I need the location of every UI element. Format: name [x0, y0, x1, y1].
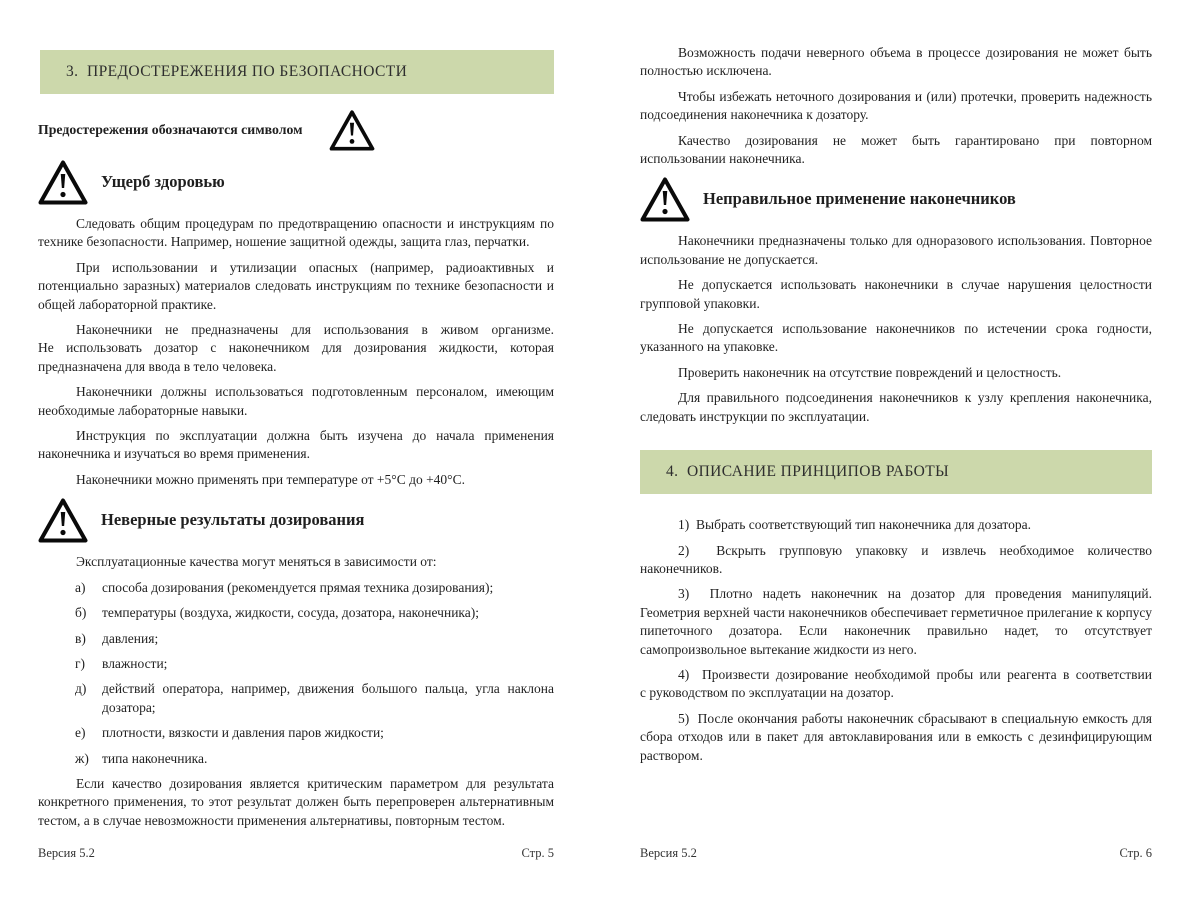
warning-heading [38, 159, 554, 205]
paragraph: Эксплуатационные качества могут меняться в зависимости от: [76, 554, 437, 570]
paragraph: Чтобы избежать неточного дозирования и (или) протечки, проверить надежность подсоединения наконечника к дозатору. [640, 88, 1152, 123]
list-item-text: способа дозирования (рекомендуется прямая техника дозирования); [102, 579, 494, 595]
paragraph: Инструкция по эксплуатации должна быть изучена до начала применения наконечника и изучаться во время применения. [38, 428, 554, 462]
warning-heading-label: Ущерб здоровью [101, 172, 225, 191]
warning-triangle-icon [38, 497, 88, 543]
paragraph: Не допускается использовать наконечники в случае нарушения целостности групповой упаковки. [640, 277, 1152, 311]
numbered-item: 1) Выбрать соответствующий тип наконечника для дозатора. [678, 517, 1031, 533]
numbered-item: 5) После окончания работы наконечник сбрасывают в специальную емкость для сбора отходов или в пакет для автоклавирования или в емкость с дезинфицирующим раствором. [640, 710, 1152, 763]
paragraph: Наконечники можно применять при температуре от +5°С до +40°С. [76, 471, 465, 487]
paragraph: Следовать общим процедурам по предотвращению опасности и инструкциям по технике безопасности. Например, ношение защитной одежды, защита глаз, перчатки. [38, 216, 554, 250]
symbol-note-label: Предостережения обозначаются символом [38, 122, 303, 137]
list-item [38, 630, 554, 648]
warning-triangle-icon [640, 176, 690, 222]
page-number-label: Стр. 5 [521, 846, 554, 860]
list-item [38, 724, 554, 742]
warning-heading-label: Неверные результаты дозирования [101, 510, 365, 530]
version-label: Версия 5.2 [38, 846, 95, 860]
list-marker: ж) [75, 750, 89, 766]
list-item-text: влажности; [102, 655, 168, 671]
warning-heading-label: Неправильное применение наконечников [703, 189, 1016, 209]
paragraph: Для правильного подсоединения наконечников к узлу крепления наконечника, следовать инструкции по эксплуатации. [640, 390, 1152, 424]
list-item [38, 750, 554, 768]
section-header: 4. ОПИСАНИЕ ПРИНЦИПОВ РАБОТЫ [640, 450, 1152, 494]
warning-triangle-icon [329, 109, 375, 151]
warning-heading [38, 497, 554, 543]
list-marker: д) [75, 681, 87, 697]
paragraph: При использовании и утилизации опасных (например, радиоактивных и потенциально заразных) материалов следовать инструкциям по технике безопасности и общей лабораторной практике. [38, 259, 554, 312]
list-item-text: температуры (воздуха, жидкости, сосуда, дозатора, наконечника); [102, 605, 480, 621]
paragraph: Наконечники предназначены только для одноразового использования. Повторное использование не допускается. [640, 233, 1152, 267]
paragraph: Наконечники должны использоваться подготовленным персоналом, имеющим необходимые лабораторные навыки. [38, 384, 554, 418]
page-body [640, 44, 1152, 765]
list-marker: г) [75, 655, 86, 671]
list-marker: б) [75, 605, 87, 621]
list-marker: е) [75, 725, 86, 741]
version-label: Версия 5.2 [640, 846, 697, 860]
paragraph: Проверить наконечник на отсутствие повреждений и целостность. [678, 364, 1062, 380]
page-right [640, 0, 1152, 900]
paragraph: Не допускается использование наконечников по истечении срока годности, указанного на упаковке. [640, 321, 1152, 355]
list-item-text: типа наконечника. [102, 750, 208, 766]
numbered-item: 3) Плотно надеть наконечник на дозатор для проведения манипуляций. Геометрия верхней части наконечников обеспечивает герметичное прилегание к корпусу пипеточного дозатора. Если наконечник правильно надет, то отсутствует самопроизвольное вытекание жидкости из него. [640, 586, 1152, 657]
symbol-note [38, 109, 554, 151]
list-item [38, 604, 554, 622]
list-item [38, 579, 554, 597]
list-item [38, 655, 554, 673]
page-number-label: Стр. 6 [1119, 846, 1152, 860]
paragraph: Если качество дозирования является критическим параметром для результата конкретного применения, то этот результат должен быть перепроверен альтернативным тестом, а в случае невозможности применения альтернативы, повторным тестом. [38, 775, 554, 828]
page-footer [38, 846, 554, 861]
list-item-text: давления; [102, 630, 159, 646]
list-item-text: плотности, вязкости и давления паров жидкости; [102, 725, 384, 741]
list-marker: в) [75, 630, 86, 646]
letter-list [38, 579, 554, 768]
page-left [38, 0, 554, 900]
numbered-item: 2) Вскрыть групповую упаковку и извлечь необходимое количество наконечников. [640, 542, 1152, 576]
page-body [38, 50, 554, 830]
section-header: 3. ПРЕДОСТЕРЕЖЕНИЯ ПО БЕЗОПАСНОСТИ [40, 50, 554, 94]
paragraph: Качество дозирования не может быть гарантировано при повторном использовании наконечника. [640, 132, 1152, 167]
warning-heading [640, 176, 1152, 222]
list-item-text: действий оператора, например, движения большого пальца, угла наклона дозатора; [102, 681, 554, 715]
paragraph: Наконечники не предназначены для использования в живом организме. Не использовать дозатор с наконечником для дозирования жидкости, которая предназначена для ввода в тело человека. [38, 322, 554, 374]
warning-triangle-icon [38, 159, 88, 205]
list-item [38, 680, 554, 717]
page-footer [640, 846, 1152, 861]
numbered-item: 4) Произвести дозирование необходимой пробы или реагента в соответствии с руководством по эксплуатации на дозатор. [640, 666, 1152, 701]
paragraph: Возможность подачи неверного объема в процессе дозирования не может быть полностью исключена. [640, 45, 1152, 79]
list-marker: а) [75, 579, 86, 595]
